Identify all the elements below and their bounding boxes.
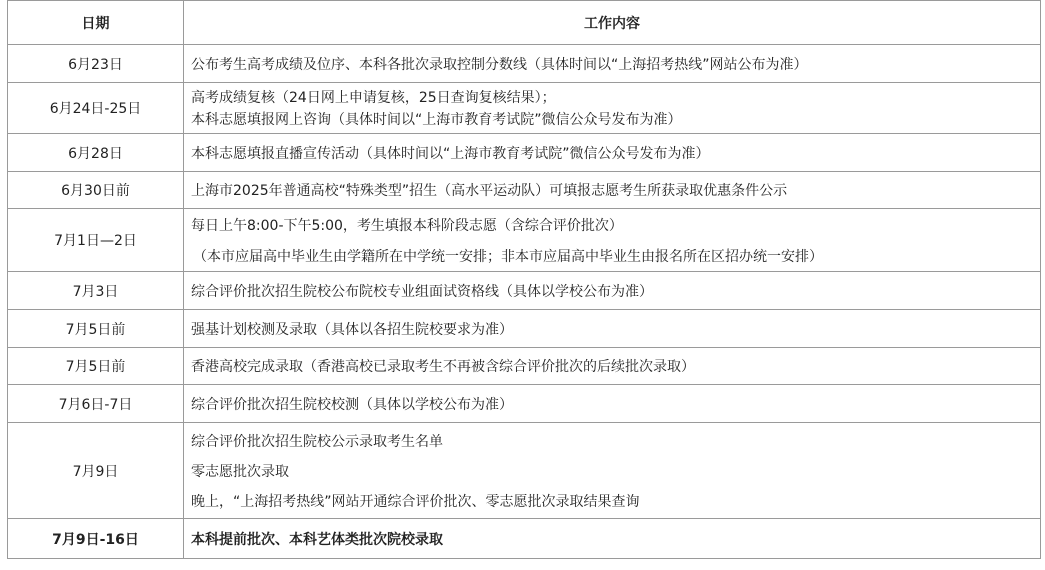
row-date: 6月24日-25日 bbox=[8, 83, 184, 134]
row-content bbox=[184, 172, 1041, 209]
row-content bbox=[184, 310, 1041, 348]
table-row bbox=[8, 272, 1041, 310]
row-date: 7月5日前 bbox=[8, 348, 184, 385]
row-date: 7月9日 bbox=[8, 423, 184, 519]
row-content bbox=[184, 45, 1041, 83]
row-content-line: 综合评价批次招生院校公示录取考生名单 bbox=[191, 433, 443, 450]
row-content-line: 零志愿批次录取 bbox=[191, 463, 289, 480]
row-content-line: 公布考生高考成绩及位序、本科各批次录取控制分数线（具体时间以“上海招考热线”网站公布为准） bbox=[191, 56, 808, 73]
row-date: 7月9日-16日 bbox=[8, 519, 184, 559]
header-date: 日期 bbox=[8, 1, 184, 45]
table-row bbox=[8, 209, 1041, 272]
schedule-table bbox=[7, 0, 1041, 559]
row-content-line: 综合评价批次招生院校公布院校专业组面试资格线（具体以学校公布为准） bbox=[191, 283, 653, 300]
row-date: 6月30日前 bbox=[8, 172, 184, 209]
table-row bbox=[8, 45, 1041, 83]
row-content-line: 本科提前批次、本科艺体类批次院校录取 bbox=[191, 531, 443, 548]
row-date: 7月5日前 bbox=[8, 310, 184, 348]
row-date: 7月1日—2日 bbox=[8, 209, 184, 272]
row-content-line: 香港高校完成录取（香港高校已录取考生不再被含综合评价批次的后续批次录取） bbox=[191, 359, 695, 375]
table-row bbox=[8, 348, 1041, 385]
table-row bbox=[8, 519, 1041, 559]
row-content-line: 本科志愿填报网上咨询（具体时间以“上海市教育考试院”微信公众号发布为准） bbox=[191, 112, 682, 128]
row-date: 6月28日 bbox=[8, 134, 184, 172]
table-header-row bbox=[8, 1, 1041, 45]
row-date: 7月3日 bbox=[8, 272, 184, 310]
table-row bbox=[8, 385, 1041, 423]
row-content bbox=[184, 348, 1041, 385]
row-content bbox=[184, 209, 1041, 272]
row-content bbox=[184, 519, 1041, 559]
table-row bbox=[8, 172, 1041, 209]
row-content-line: 每日上午8:00-下午5:00，考生填报本科阶段志愿（含综合评价批次） bbox=[191, 217, 623, 234]
row-content bbox=[184, 385, 1041, 423]
header-content: 工作内容 bbox=[184, 1, 1041, 45]
row-content bbox=[184, 423, 1041, 519]
row-content-line: 综合评价批次招生院校校测（具体以学校公布为准） bbox=[191, 396, 513, 413]
row-date: 6月23日 bbox=[8, 45, 184, 83]
row-content-line: 晚上，“上海招考热线”网站开通综合评价批次、零志愿批次录取结果查询 bbox=[191, 493, 640, 510]
table-row bbox=[8, 423, 1041, 519]
table-row bbox=[8, 134, 1041, 172]
row-content-line: 强基计划校测及录取（具体以各招生院校要求为准） bbox=[191, 321, 513, 338]
row-content-line: （本市应届高中毕业生由学籍所在中学统一安排；非本市应届高中毕业生由报名所在区招办统一安排） bbox=[193, 248, 823, 265]
row-content-line: 高考成绩复核（24日网上申请复核，25日查询复核结果）； bbox=[191, 90, 556, 106]
row-content-line: 本科志愿填报直播宣传活动（具体时间以“上海市教育考试院”微信公众号发布为准） bbox=[191, 145, 710, 162]
row-content bbox=[184, 272, 1041, 310]
row-date: 7月6日-7日 bbox=[8, 385, 184, 423]
table-row bbox=[8, 310, 1041, 348]
table-row bbox=[8, 83, 1041, 134]
row-content bbox=[184, 83, 1041, 134]
row-content-line: 上海市2025年普通高校“特殊类型”招生（高水平运动队）可填报志愿考生所获录取优惠条件公示 bbox=[191, 183, 788, 199]
row-content bbox=[184, 134, 1041, 172]
